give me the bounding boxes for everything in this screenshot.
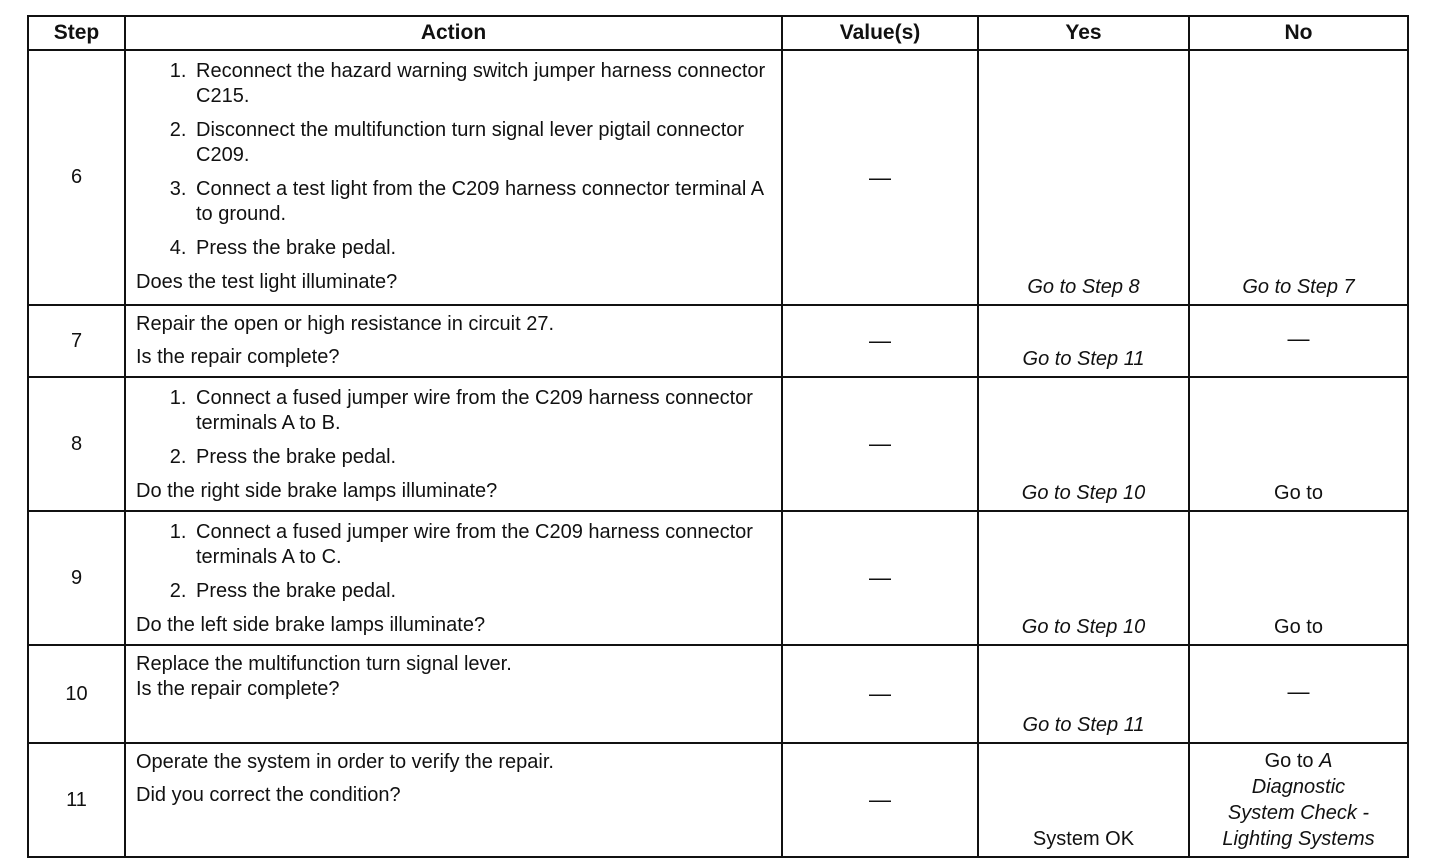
- value-cell: —: [782, 743, 978, 857]
- no-link[interactable]: Go to Step 7: [1189, 50, 1408, 305]
- no-cell: —: [1189, 645, 1408, 743]
- yes-link[interactable]: Go to Step 10: [978, 377, 1189, 511]
- action-cell: [125, 645, 782, 743]
- header-yes: Yes: [978, 16, 1189, 50]
- no-link-line: Lighting Systems: [1222, 828, 1375, 850]
- question: Do the right side brake lamps illuminate?: [136, 480, 498, 502]
- substep: 2. Press the brake pedal.: [192, 445, 769, 470]
- question: Did you correct the condition?: [136, 784, 401, 806]
- statement: Operate the system in order to verify the repair.: [136, 751, 554, 773]
- step-number: 10: [28, 645, 125, 743]
- no-link[interactable]: Go to: [1189, 377, 1408, 511]
- table-row-step-11: [28, 743, 1408, 857]
- yes-link[interactable]: Go to Step 11: [978, 305, 1189, 377]
- table-row-step-8: [28, 377, 1408, 511]
- value-cell: —: [782, 305, 978, 377]
- no-link[interactable]: Go to: [1189, 511, 1408, 645]
- action-cell: [125, 743, 782, 857]
- substep: 3. Connect a test light from the C209 harness connector terminal A to ground.: [192, 177, 769, 227]
- table-row-step-9: [28, 511, 1408, 645]
- action-cell: [125, 305, 782, 377]
- step-number: 6: [28, 50, 125, 305]
- value-cell: —: [782, 511, 978, 645]
- value-cell: —: [782, 377, 978, 511]
- substep-list: [136, 386, 769, 470]
- no-link[interactable]: [1189, 743, 1408, 857]
- header-values: Value(s): [782, 16, 978, 50]
- action-cell: [125, 50, 782, 305]
- yes-result: System OK: [978, 743, 1189, 857]
- statement: Repair the open or high resistance in circuit 27.: [136, 313, 555, 335]
- action-cell: [125, 511, 782, 645]
- yes-link[interactable]: Go to Step 10: [978, 511, 1189, 645]
- question: Do the left side brake lamps illuminate?: [136, 614, 486, 636]
- no-link-line: Diagnostic: [1251, 776, 1346, 798]
- step-number: 11: [28, 743, 125, 857]
- step-number: 8: [28, 377, 125, 511]
- statement: Replace the multifunction turn signal lever.: [136, 653, 512, 675]
- substep: 1. Connect a fused jumper wire from the C209 harness connector terminals A to B.: [192, 386, 769, 436]
- step-number: 7: [28, 305, 125, 377]
- substep: 1. Connect a fused jumper wire from the C209 harness connector terminals A to C.: [192, 520, 769, 570]
- question: Is the repair complete?: [136, 346, 340, 368]
- table-row-step-10: [28, 645, 1408, 743]
- question: Is the repair complete?: [136, 678, 340, 700]
- step-number: 9: [28, 511, 125, 645]
- substep: 1. Reconnect the hazard warning switch jumper harness connector C215.: [192, 59, 769, 109]
- table-row-step-6: [28, 50, 1408, 305]
- value-cell: —: [782, 645, 978, 743]
- value-cell: —: [782, 50, 978, 305]
- action-cell: [125, 377, 782, 511]
- substep-list: [136, 520, 769, 604]
- header-no: No: [1189, 16, 1408, 50]
- no-link-line: A: [1319, 750, 1333, 772]
- table-row-step-7: [28, 305, 1408, 377]
- header-row: [28, 16, 1408, 50]
- diagnostic-table: [27, 15, 1409, 858]
- no-cell: —: [1189, 305, 1408, 377]
- substep-list: [136, 59, 769, 261]
- substep: 2. Disconnect the multifunction turn signal lever pigtail connector C209.: [192, 118, 769, 168]
- substep: 2. Press the brake pedal.: [192, 579, 769, 604]
- no-link-line: System Check -: [1227, 802, 1370, 824]
- question: Does the test light illuminate?: [136, 271, 398, 293]
- header-action: Action: [125, 16, 782, 50]
- yes-link[interactable]: Go to Step 8: [978, 50, 1189, 305]
- header-step: Step: [28, 16, 125, 50]
- yes-link[interactable]: Go to Step 11: [978, 645, 1189, 743]
- substep: 4. Press the brake pedal.: [192, 236, 769, 261]
- no-link-prefix: Go to: [1264, 750, 1320, 772]
